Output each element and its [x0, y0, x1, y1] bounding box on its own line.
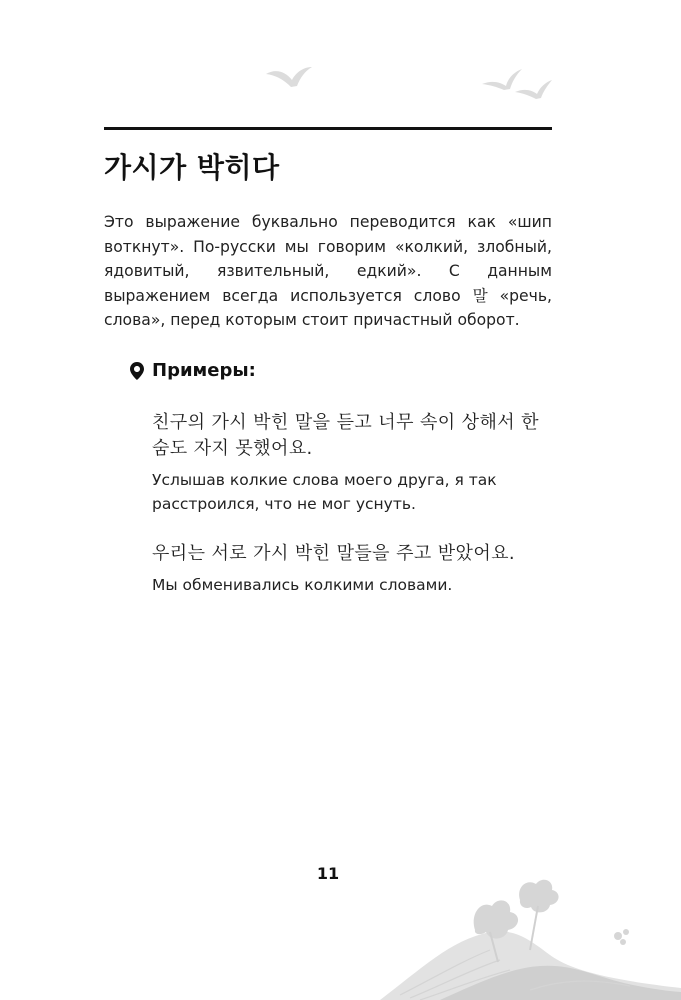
seagulls-illustration	[0, 0, 681, 110]
example-russian: Мы обменивались колкими словами.	[152, 576, 453, 594]
example-korean: 우리는 서로 가시 박힌 말들을 주고 받았어요.	[152, 543, 516, 564]
example-item	[152, 541, 552, 598]
seagull-right-1-icon	[482, 69, 522, 90]
mountain-flowers-illustration	[380, 870, 681, 1000]
intro-paragraph: Это выражение буквально переводится как «шип воткнут». По-русски мы говорим «колкий, злобный, ядовитый, язвительный, едкий». С данным выражением всегда используется слово 말 «речь, слова», перед которым стоит причастный оборот.	[104, 213, 552, 330]
examples-heading-label: Примеры:	[152, 360, 256, 381]
seagull-right-2-icon	[515, 80, 552, 99]
example-russian: Услышав колкие слова моего друга, я так расстроился, что не мог уснуть.	[152, 471, 497, 513]
page-number: 11	[316, 864, 340, 883]
map-pin-icon	[130, 362, 144, 380]
example-korean: 친구의 가시 박힌 말을 듣고 너무 속이 상해서 한숨도 자지 못했어요.	[152, 412, 539, 459]
page-title: 가시가 박히다	[104, 151, 280, 184]
example-item	[152, 410, 552, 516]
examples-heading	[130, 360, 256, 381]
seagull-left-icon	[266, 67, 312, 87]
title-rule	[104, 127, 552, 130]
